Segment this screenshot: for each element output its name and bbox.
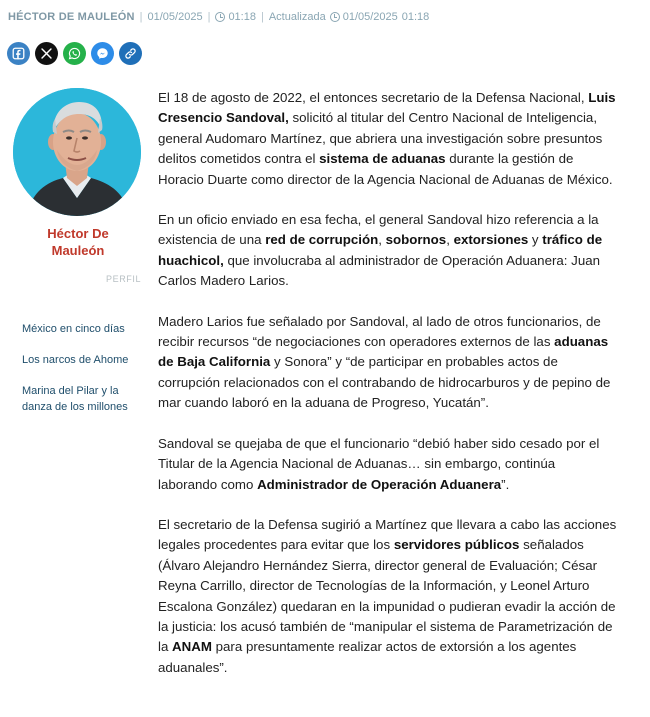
body-text: solicitó al titular del Centro Nacional de Inteligencia, general Audomaro Martínez, que abriera una investigación sobre presuntos delitos cometidos contra el [158, 110, 603, 167]
related-article-link[interactable]: Los narcos de Ahome [22, 354, 129, 366]
share-x-button[interactable] [35, 42, 58, 65]
emphasis-text: servidores públicos [393, 537, 520, 553]
body-text: En un oficio enviado en esa fecha, el general Sandoval hizo referencia a la existencia de una [158, 212, 599, 248]
body-text: , [446, 232, 454, 248]
publish-date: 01/05/2025 [147, 11, 203, 23]
article-paragraph [158, 515, 618, 678]
facebook-icon [12, 47, 25, 60]
share-facebook-button[interactable] [7, 42, 30, 65]
updated-label: Actualizada [268, 11, 326, 23]
clock-icon [330, 12, 340, 22]
copy-link-button[interactable] [119, 42, 142, 65]
link-icon [124, 47, 137, 60]
body-text: y [528, 232, 543, 248]
body-text: Sandoval se quejaba de que el funcionario “debió haber sido cesado por el Titular de la Agencia Nacional de Aduanas… sin embargo, continúa laborando como [158, 435, 600, 492]
body-text: que involucraba al administrador de Operación Aduanera: Juan Carlos Madero Larios. [158, 252, 601, 289]
related-articles [22, 321, 140, 430]
share-messenger-button[interactable] [91, 42, 114, 65]
body-text: señalados (Álvaro Alejandro Hernández Sierra, director general de Evaluación; César Reyna Carrillo, director de Tecnologías de la Información, y Leonel Arturo Escalona González) quedaran en la impunidad o pudieran evadir la acción de la justicia: los acusó también de “manipular el sistema de Parametrización de la [158, 537, 616, 655]
meta-separator: | [260, 11, 264, 23]
author-name-link[interactable] [14, 225, 142, 259]
publish-time: 01:18 [228, 11, 256, 23]
article-paragraph [158, 88, 618, 190]
emphasis-text: red de corrupción [265, 232, 379, 248]
updated-date: 01/05/2025 [342, 11, 398, 23]
body-text: El 18 de agosto de 2022, el entonces secretario de la Defensa Nacional, [158, 90, 589, 105]
share-bar [7, 42, 142, 65]
profile-label[interactable]: PERFIL [106, 274, 142, 284]
emphasis-text: extorsiones [453, 232, 529, 248]
article-paragraph [158, 312, 618, 414]
messenger-icon [96, 47, 109, 60]
emphasis-text: tráfico de huachicol, [158, 232, 603, 268]
x-icon [40, 47, 53, 60]
body-text: para presuntamente realizar actos de extorsión a los agentes aduanales”. [158, 639, 577, 675]
body-text: , [378, 232, 386, 248]
meta-separator: | [207, 11, 211, 23]
related-article-link[interactable]: Marina del Pilar y la danza de los millones [22, 385, 128, 413]
body-text: ”. [501, 476, 510, 492]
related-article-link[interactable]: México en cinco días [22, 323, 125, 335]
author-last-name: Mauleón [51, 243, 105, 258]
share-whatsapp-button[interactable] [63, 42, 86, 65]
whatsapp-icon [68, 47, 81, 60]
article-paragraph [158, 210, 618, 292]
emphasis-text: sistema de aduanas [319, 151, 446, 167]
clock-icon [215, 12, 225, 22]
emphasis-text: Administrador de Operación Aduanera [257, 476, 502, 492]
article-meta [8, 11, 429, 23]
body-text: y Sonora” y “de participar en probables actos de corrupción relacionados con el contrabando de hidrocarburos y de pepino de mar cuando laboró en la aduana de Progreso, Yucatán”. [158, 354, 611, 411]
author-portrait-image [13, 88, 141, 216]
body-text: Madero Larios fue señalado por Sandoval, al lado de otros funcionarios, de recibir recursos “de negociaciones con operadores externos de las [158, 313, 601, 350]
body-text: El secretario de la Defensa sugirió a Martínez que llevara a cabo las acciones legales procedentes para evitar que los [158, 516, 617, 553]
article-paragraph [158, 434, 618, 495]
meta-separator: | [139, 11, 143, 23]
author-byline[interactable]: HÉCTOR DE MAULEÓN [8, 11, 135, 23]
emphasis-text: aduanas de Baja California [158, 334, 609, 370]
author-avatar[interactable] [13, 88, 141, 216]
updated-time: 01:18 [401, 11, 430, 23]
emphasis-text: ANAM [172, 639, 212, 655]
author-first-name: Héctor De [47, 226, 109, 241]
article-body [158, 88, 618, 698]
emphasis-text: sobornos [385, 232, 447, 248]
body-text: durante la gestión de Horacio Duarte como director de la Agencia Nacional de Aduanas de México. [158, 151, 613, 187]
emphasis-text: Luis Cresencio Sandoval, [158, 90, 616, 126]
